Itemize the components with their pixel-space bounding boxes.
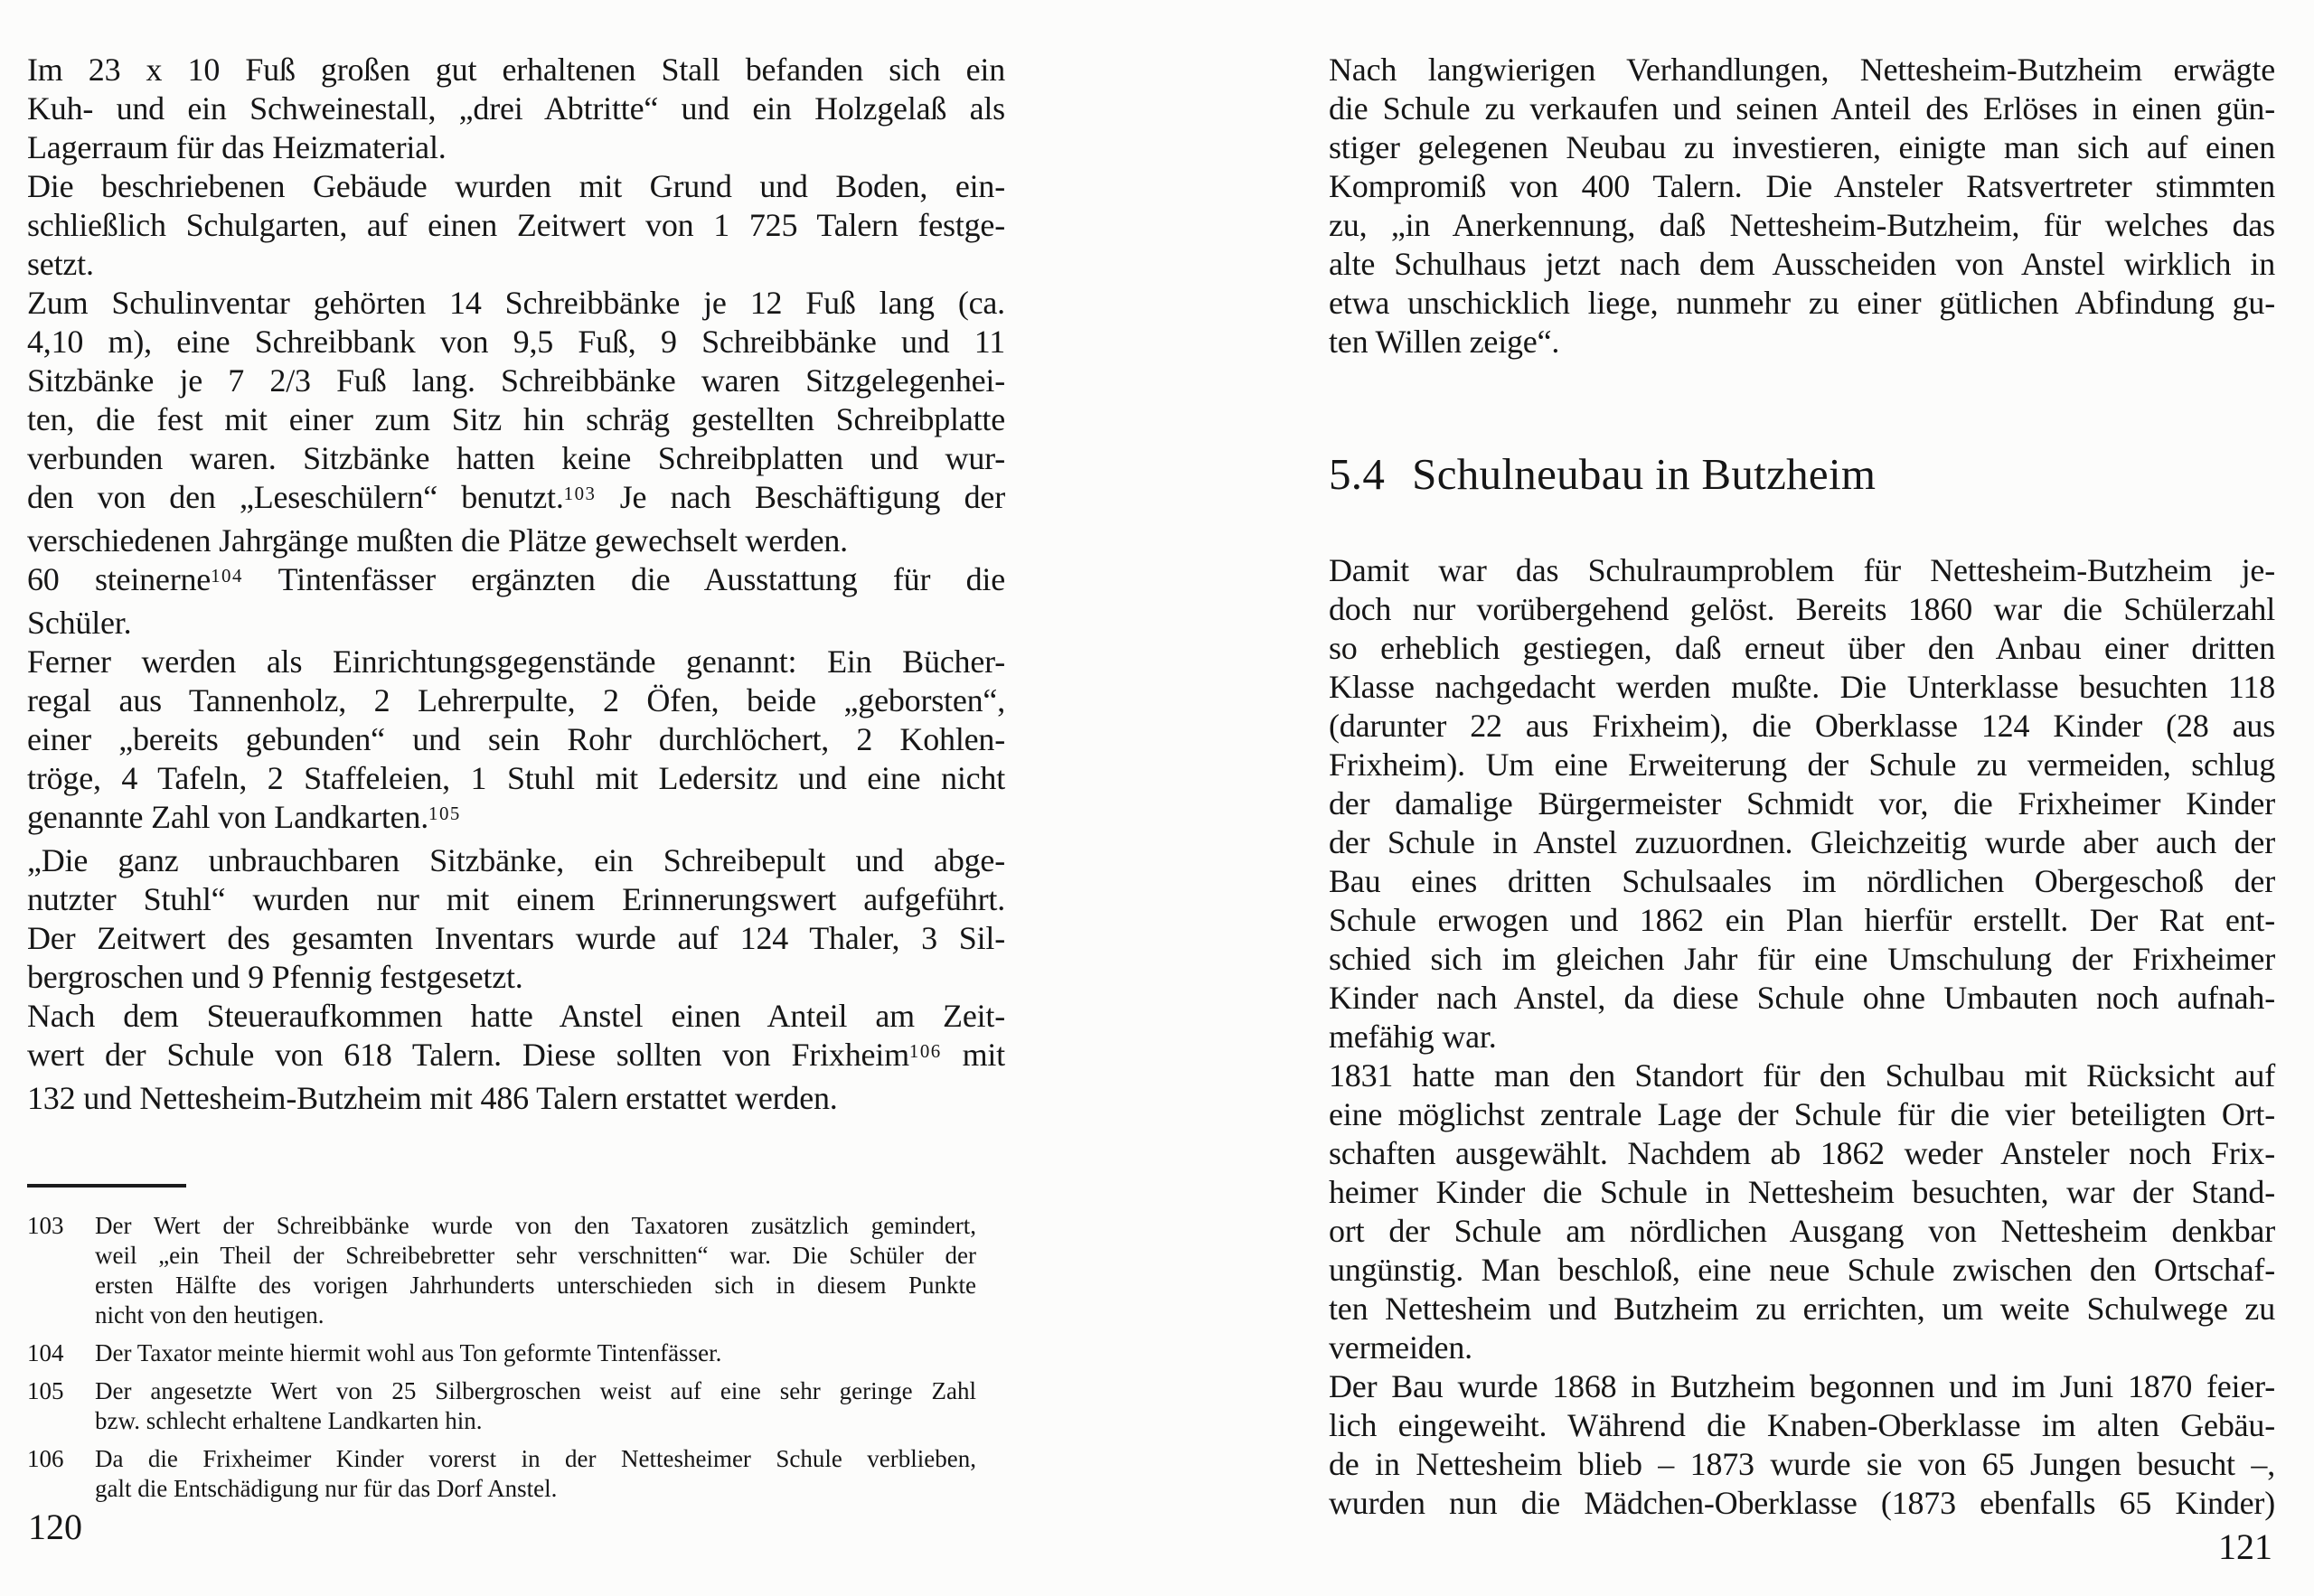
text-line: Nach langwierigen Verhandlungen, Nettesheim-Butzheim erwägte bbox=[1329, 52, 2275, 88]
left-page-body bbox=[27, 51, 1005, 1118]
text-line: lich eingeweiht. Während die Knaben-Oberklasse im alten Gebäu- bbox=[1329, 1407, 2275, 1443]
text-line: Schule erwogen und 1862 ein Plan hierfür erstellt. Der Rat ent- bbox=[1329, 902, 2275, 938]
footnote-number: 106 bbox=[27, 1445, 64, 1472]
footnote-line: Der Wert der Schreibbänke wurde von den Taxatoren zusätzlich gemindert, bbox=[95, 1212, 976, 1239]
right-page-section-text bbox=[1329, 551, 2275, 1523]
text-line: die Schule zu verkaufen und seinen Anteil des Erlöses in einen gün- bbox=[1329, 90, 2275, 127]
text-line: ort der Schule am nördlichen Ausgang von Nettesheim denkbar bbox=[1329, 1213, 2275, 1249]
right-page-intro bbox=[1329, 51, 2275, 361]
text-line: Kinder nach Anstel, da diese Schule ohne Umbauten noch aufnah- bbox=[1329, 980, 2275, 1016]
text-line: Klasse nachgedacht werden mußte. Die Unterklasse besuchten 118 bbox=[1329, 669, 2275, 705]
footnote bbox=[27, 1376, 976, 1436]
footnote-text bbox=[95, 1211, 976, 1330]
text-line: heimer Kinder die Schule in Nettesheim besuchten, war der Stand- bbox=[1329, 1174, 2275, 1210]
text-line: mefähig war. bbox=[1329, 1019, 1497, 1055]
left-page-footnotes bbox=[27, 1211, 976, 1512]
footnote-text bbox=[95, 1376, 976, 1436]
text-line: den von den „Leseschülern“ benutzt.$^{103}$ Je nach Beschäftigung der bbox=[27, 479, 1005, 515]
footnote-line: Da die Frixheimer Kinder vorerst in der Nettesheimer Schule verblieben, bbox=[95, 1445, 976, 1472]
text-line: ten Willen zeige“. bbox=[1329, 324, 1560, 360]
text-line: schied sich im gleichen Jahr für eine Umschulung der Frixheimer bbox=[1329, 941, 2275, 977]
text-line: „Die ganz unbrauchbaren Sitzbänke, ein Schreibepult und abge- bbox=[27, 842, 1005, 878]
text-line: verschiedenen Jahrgänge mußten die Plätze gewechselt werden. bbox=[27, 522, 848, 559]
footnote-separator bbox=[27, 1184, 186, 1188]
text-line: Kompromiß von 400 Talern. Die Ansteler Ratsvertreter stimmten bbox=[1329, 168, 2275, 204]
footnote bbox=[27, 1211, 976, 1330]
section-heading bbox=[1329, 448, 2275, 501]
text-line: setzt. bbox=[27, 246, 94, 282]
text-line: 132 und Nettesheim-Butzheim mit 486 Talern erstattet werden. bbox=[27, 1080, 838, 1116]
text-line: nutzter Stuhl“ wurden nur mit einem Erinnerungswert aufgeführt. bbox=[27, 881, 1005, 917]
footnote-number: 104 bbox=[27, 1339, 64, 1366]
text-line: wert der Schule von 618 Talern. Diese sollten von Frixheim$^{106}$ mit bbox=[27, 1037, 1005, 1073]
text-line: Die beschriebenen Gebäude wurden mit Grund und Boden, ein- bbox=[27, 168, 1005, 204]
text-line: Schüler. bbox=[27, 605, 132, 641]
text-line: Der Bau wurde 1868 in Butzheim begonnen und im Juni 1870 feier- bbox=[1329, 1368, 2275, 1404]
text-line: de in Nettesheim blieb – 1873 wurde sie von 65 Jungen besucht –, bbox=[1329, 1446, 2275, 1482]
text-line: vermeiden. bbox=[1329, 1329, 1472, 1366]
text-line: Kuh- und ein Schweinestall, „drei Abtritte“ und ein Holzgelaß als bbox=[27, 90, 1005, 127]
text-line: Zum Schulinventar gehörten 14 Schreibbänke je 12 Fuß lang (ca. bbox=[27, 285, 1005, 321]
text-line: Bau eines dritten Schulsaales im nördlichen Obergeschoß der bbox=[1329, 863, 2275, 899]
text-line: Im 23 x 10 Fuß großen gut erhaltenen Stall befanden sich ein bbox=[27, 52, 1005, 88]
text-line: 4,10 m), eine Schreibbank von 9,5 Fuß, 9 Schreibbänke und 11 bbox=[27, 324, 1005, 360]
text-line: eine möglichst zentrale Lage der Schule für die vier beteiligten Ort- bbox=[1329, 1096, 2275, 1132]
footnote-number: 105 bbox=[27, 1377, 64, 1404]
text-line: ten, die fest mit einer zum Sitz hin schräg gestellten Schreibplatte bbox=[27, 401, 1005, 437]
text-line: etwa unschicklich liege, nunmehr zu einer gütlichen Abfindung gu- bbox=[1329, 285, 2275, 321]
text-line: bergroschen und 9 Pfennig festgesetzt. bbox=[27, 959, 523, 995]
text-line: Ferner werden als Einrichtungsgegenstände genannt: Ein Bücher- bbox=[27, 643, 1005, 680]
section-heading-number: 5.4 bbox=[1329, 449, 1386, 499]
text-line: 1831 hatte man den Standort für den Schulbau mit Rücksicht auf bbox=[1329, 1057, 2275, 1094]
text-line: Der Zeitwert des gesamten Inventars wurde auf 124 Thaler, 3 Sil- bbox=[27, 920, 1005, 956]
text-line: Lagerraum für das Heizmaterial. bbox=[27, 129, 447, 165]
footnote-line: bzw. schlecht erhaltene Landkarten hin. bbox=[95, 1407, 483, 1434]
text-line: 60 steinerne$^{104}$ Tintenfässer ergänzten die Ausstattung für die bbox=[27, 561, 1005, 597]
footnote-line: Der angesetzte Wert von 25 Silbergroschen weist auf eine sehr geringe Zahl bbox=[95, 1377, 976, 1404]
footnote-number: 103 bbox=[27, 1212, 64, 1239]
text-line: regal aus Tannenholz, 2 Lehrerpulte, 2 Öfen, beide „geborsten“, bbox=[27, 682, 1005, 718]
text-line: Nach dem Steueraufkommen hatte Anstel einen Anteil am Zeit- bbox=[27, 998, 1005, 1034]
section-heading-title: Schulneubau in Butzheim bbox=[1412, 449, 1877, 499]
text-line: ten Nettesheim und Butzheim zu errichten, um weite Schulwege zu bbox=[1329, 1291, 2275, 1327]
footnote-text bbox=[95, 1338, 976, 1368]
footnote-line: galt die Entschädigung nur für das Dorf Anstel. bbox=[95, 1475, 558, 1502]
page-number-right: 121 bbox=[2218, 1526, 2272, 1567]
text-line: der Schule in Anstel zuzuordnen. Gleichzeitig wurde aber auch der bbox=[1329, 824, 2275, 860]
page-number-left: 120 bbox=[28, 1507, 82, 1547]
text-line: zu, „in Anerkennung, daß Nettesheim-Butzheim, für welches das bbox=[1329, 207, 2275, 243]
footnote bbox=[27, 1338, 976, 1368]
footnote-line: weil „ein Theil der Schreibebretter sehr verschnitten“ war. Die Schüler der bbox=[95, 1242, 976, 1269]
text-line: alte Schulhaus jetzt nach dem Ausscheiden von Anstel wirklich in bbox=[1329, 246, 2275, 282]
text-line: so erheblich gestiegen, daß erneut über den Anbau einer dritten bbox=[1329, 630, 2275, 666]
text-line: stiger gelegenen Neubau zu investieren, einigte man sich auf einen bbox=[1329, 129, 2275, 165]
text-line: Frixheim). Um eine Erweiterung der Schule zu vermeiden, schlug bbox=[1329, 746, 2275, 783]
right-page-body bbox=[1329, 51, 2275, 1523]
text-line: einer „bereits gebunden“ und sein Rohr durchlöchert, 2 Kohlen- bbox=[27, 721, 1005, 757]
text-line: verbunden waren. Sitzbänke hatten keine Schreibplatten und wur- bbox=[27, 440, 1005, 476]
text-line: Damit war das Schulraumproblem für Nettesheim-Butzheim je- bbox=[1329, 552, 2275, 588]
footnote bbox=[27, 1444, 976, 1504]
text-line: (darunter 22 aus Frixheim), die Oberklasse 124 Kinder (28 aus bbox=[1329, 708, 2275, 744]
text-line: wurden nun die Mädchen-Oberklasse (1873 ebenfalls 65 Kinder) bbox=[1329, 1485, 2275, 1521]
text-line: schaften ausgewählt. Nachdem ab 1862 weder Ansteler noch Frix- bbox=[1329, 1135, 2275, 1171]
footnote-text bbox=[95, 1444, 976, 1504]
footnote-line: Der Taxator meinte hiermit wohl aus Ton geformte Tintenfässer. bbox=[95, 1339, 722, 1366]
footnote-line: nicht von den heutigen. bbox=[95, 1301, 325, 1328]
text-line: tröge, 4 Tafeln, 2 Staffeleien, 1 Stuhl mit Ledersitz und eine nicht bbox=[27, 760, 1005, 796]
text-line: schließlich Schulgarten, auf einen Zeitwert von 1 725 Talern festge- bbox=[27, 207, 1005, 243]
footnote-line: ersten Hälfte des vorigen Jahrhunderts unterschieden sich in diesem Punkte bbox=[95, 1272, 976, 1299]
text-line: doch nur vorübergehend gelöst. Bereits 1860 war die Schülerzahl bbox=[1329, 591, 2275, 627]
text-line: ungünstig. Man beschloß, eine neue Schule zwischen den Ortschaf- bbox=[1329, 1252, 2275, 1288]
text-line: der damalige Bürgermeister Schmidt vor, die Frixheimer Kinder bbox=[1329, 785, 2275, 821]
text-line: Sitzbänke je 7 2/3 Fuß lang. Schreibbänke waren Sitzgelegenhei- bbox=[27, 362, 1005, 399]
text-line: genannte Zahl von Landkarten.$^{105}$ bbox=[27, 799, 461, 835]
